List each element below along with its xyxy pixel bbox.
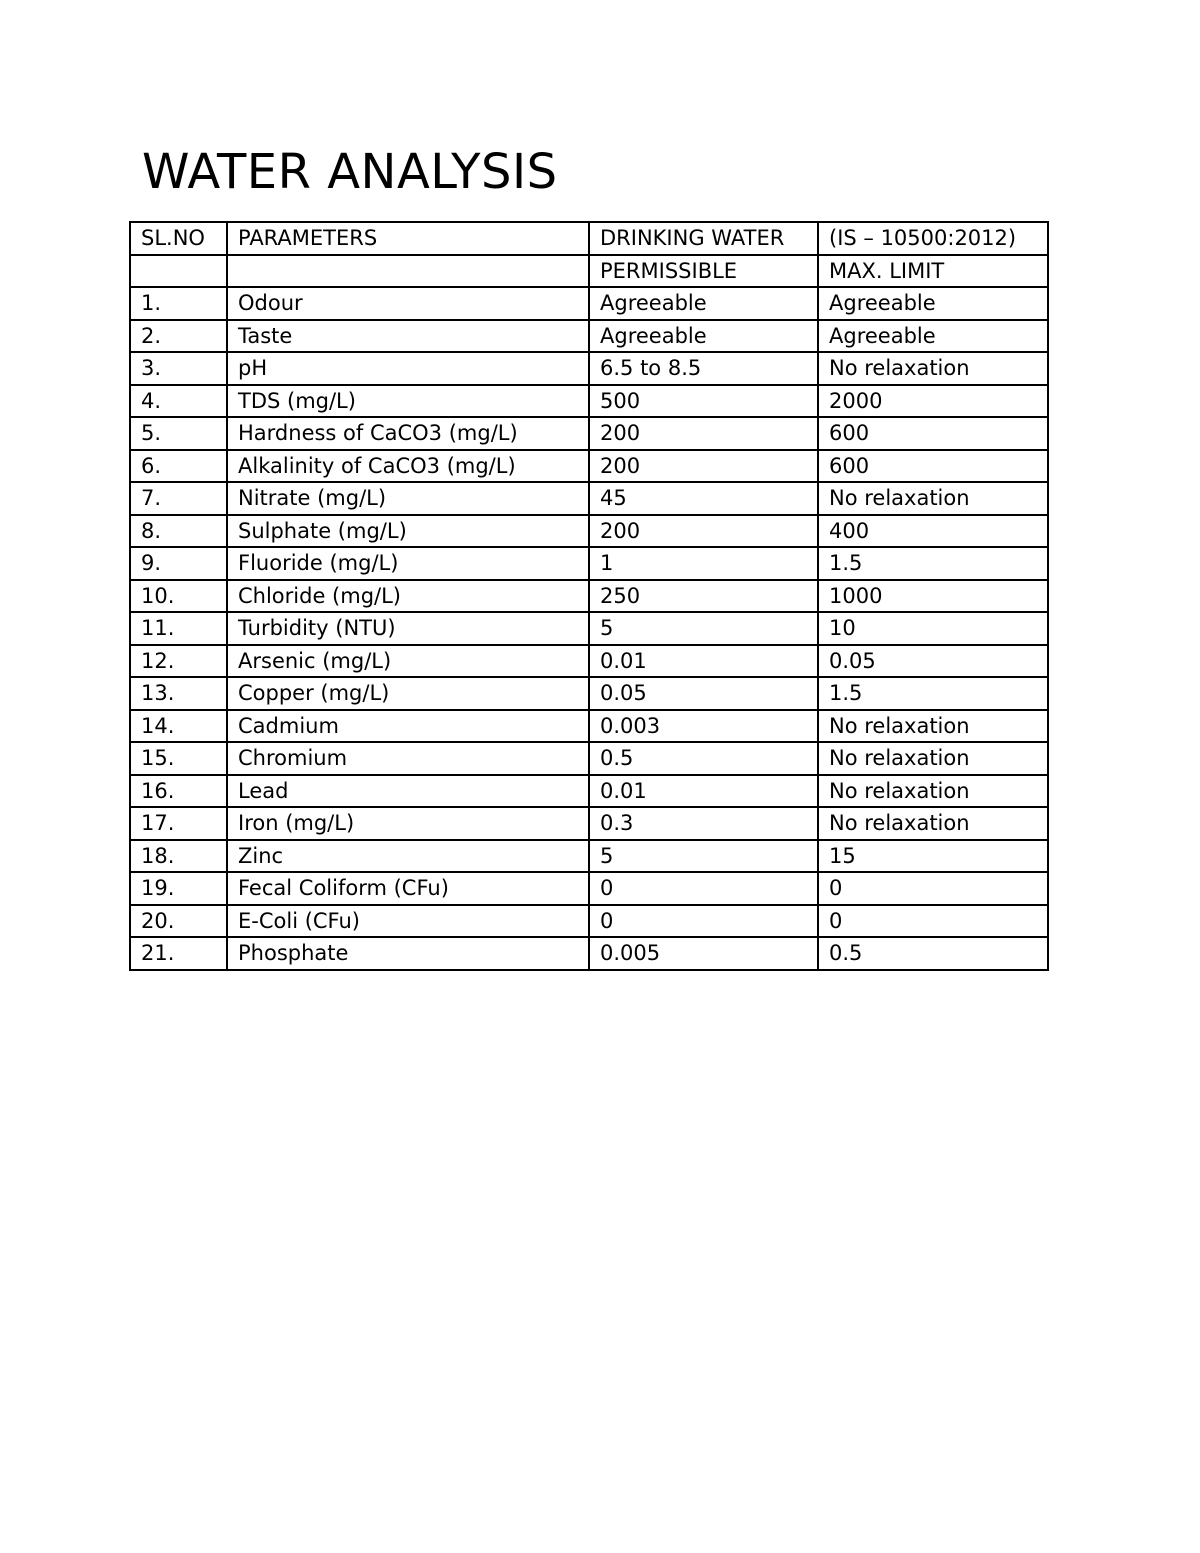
cell-parameter: Fluoride (mg/L) [227,547,589,580]
cell-sl-no: 17. [130,807,227,840]
cell-sl-no: 21. [130,937,227,970]
cell-permissible: 0 [589,905,818,938]
cell-parameter: Copper (mg/L) [227,677,589,710]
table-row [130,645,1048,678]
cell-permissible: 0.01 [589,775,818,808]
header-parameters: PARAMETERS [227,222,589,255]
table-row [130,937,1048,970]
cell-sl-no: 5. [130,417,227,450]
cell-parameter: Odour [227,287,589,320]
table-row [130,677,1048,710]
cell-parameter: Chloride (mg/L) [227,580,589,613]
cell-max-limit: No relaxation [818,710,1048,743]
cell-parameter: Sulphate (mg/L) [227,515,589,548]
table-body [130,222,1048,970]
cell-parameter: E-Coli (CFu) [227,905,589,938]
cell-sl-no: 7. [130,482,227,515]
cell-sl-no: 6. [130,450,227,483]
cell-permissible: 0.05 [589,677,818,710]
header-drinking-water: DRINKING WATER [589,222,818,255]
header-row [130,222,1048,255]
cell-sl-no: 12. [130,645,227,678]
cell-max-limit: 0.5 [818,937,1048,970]
table-row [130,742,1048,775]
cell-parameter: Hardness of CaCO3 (mg/L) [227,417,589,450]
cell-parameter: Phosphate [227,937,589,970]
table-row [130,417,1048,450]
cell-permissible: 200 [589,515,818,548]
subheader-permissible: PERMISSIBLE [589,255,818,288]
cell-sl-no: 8. [130,515,227,548]
cell-parameter: pH [227,352,589,385]
cell-permissible: 200 [589,450,818,483]
cell-sl-no: 4. [130,385,227,418]
cell-permissible: 0 [589,872,818,905]
cell-permissible: 0.003 [589,710,818,743]
cell-max-limit: 10 [818,612,1048,645]
cell-max-limit: No relaxation [818,482,1048,515]
table-row [130,905,1048,938]
cell-sl-no: 14. [130,710,227,743]
cell-max-limit: 1.5 [818,547,1048,580]
cell-max-limit: 0.05 [818,645,1048,678]
cell-sl-no: 3. [130,352,227,385]
cell-max-limit: No relaxation [818,807,1048,840]
table-row [130,612,1048,645]
cell-sl-no: 11. [130,612,227,645]
table-row [130,287,1048,320]
cell-parameter: Lead [227,775,589,808]
cell-sl-no: 15. [130,742,227,775]
table-row [130,580,1048,613]
table-row [130,320,1048,353]
header-sl-no: SL.NO [130,222,227,255]
cell-parameter: TDS (mg/L) [227,385,589,418]
subheader-sl-no [130,255,227,288]
table-row [130,840,1048,873]
cell-parameter: Iron (mg/L) [227,807,589,840]
cell-permissible: 5 [589,840,818,873]
cell-max-limit: 600 [818,417,1048,450]
cell-max-limit: 400 [818,515,1048,548]
cell-permissible: 200 [589,417,818,450]
cell-max-limit: 2000 [818,385,1048,418]
cell-permissible: 500 [589,385,818,418]
cell-parameter: Cadmium [227,710,589,743]
cell-permissible: 0.01 [589,645,818,678]
table-row [130,872,1048,905]
page-title: WATER ANALYSIS [142,144,558,200]
cell-max-limit: 15 [818,840,1048,873]
cell-parameter: Alkalinity of CaCO3 (mg/L) [227,450,589,483]
cell-parameter: Nitrate (mg/L) [227,482,589,515]
cell-parameter: Zinc [227,840,589,873]
cell-permissible: 5 [589,612,818,645]
header-standard: (IS – 10500:2012) [818,222,1048,255]
water-analysis-table [129,221,1049,971]
table-row [130,515,1048,548]
cell-sl-no: 2. [130,320,227,353]
cell-max-limit: 1000 [818,580,1048,613]
cell-permissible: 6.5 to 8.5 [589,352,818,385]
cell-permissible: 0.5 [589,742,818,775]
cell-max-limit: No relaxation [818,742,1048,775]
cell-sl-no: 18. [130,840,227,873]
subheader-row [130,255,1048,288]
subheader-max-limit: MAX. LIMIT [818,255,1048,288]
table-row [130,775,1048,808]
cell-sl-no: 1. [130,287,227,320]
cell-max-limit: 1.5 [818,677,1048,710]
cell-sl-no: 16. [130,775,227,808]
table-row [130,547,1048,580]
cell-max-limit: 0 [818,872,1048,905]
cell-parameter: Turbidity (NTU) [227,612,589,645]
table-row [130,710,1048,743]
cell-parameter: Taste [227,320,589,353]
cell-permissible: 250 [589,580,818,613]
cell-permissible: Agreeable [589,320,818,353]
cell-permissible: Agreeable [589,287,818,320]
cell-max-limit: Agreeable [818,287,1048,320]
table-row [130,807,1048,840]
cell-parameter: Arsenic (mg/L) [227,645,589,678]
cell-sl-no: 13. [130,677,227,710]
cell-sl-no: 10. [130,580,227,613]
cell-max-limit: Agreeable [818,320,1048,353]
table-row [130,385,1048,418]
table-row [130,352,1048,385]
cell-permissible: 0.005 [589,937,818,970]
cell-sl-no: 20. [130,905,227,938]
cell-sl-no: 19. [130,872,227,905]
cell-max-limit: 0 [818,905,1048,938]
cell-permissible: 0.3 [589,807,818,840]
cell-permissible: 45 [589,482,818,515]
table-row [130,450,1048,483]
cell-parameter: Chromium [227,742,589,775]
cell-max-limit: No relaxation [818,775,1048,808]
table-row [130,482,1048,515]
cell-max-limit: No relaxation [818,352,1048,385]
cell-sl-no: 9. [130,547,227,580]
cell-permissible: 1 [589,547,818,580]
cell-parameter: Fecal Coliform (CFu) [227,872,589,905]
subheader-parameters [227,255,589,288]
cell-max-limit: 600 [818,450,1048,483]
